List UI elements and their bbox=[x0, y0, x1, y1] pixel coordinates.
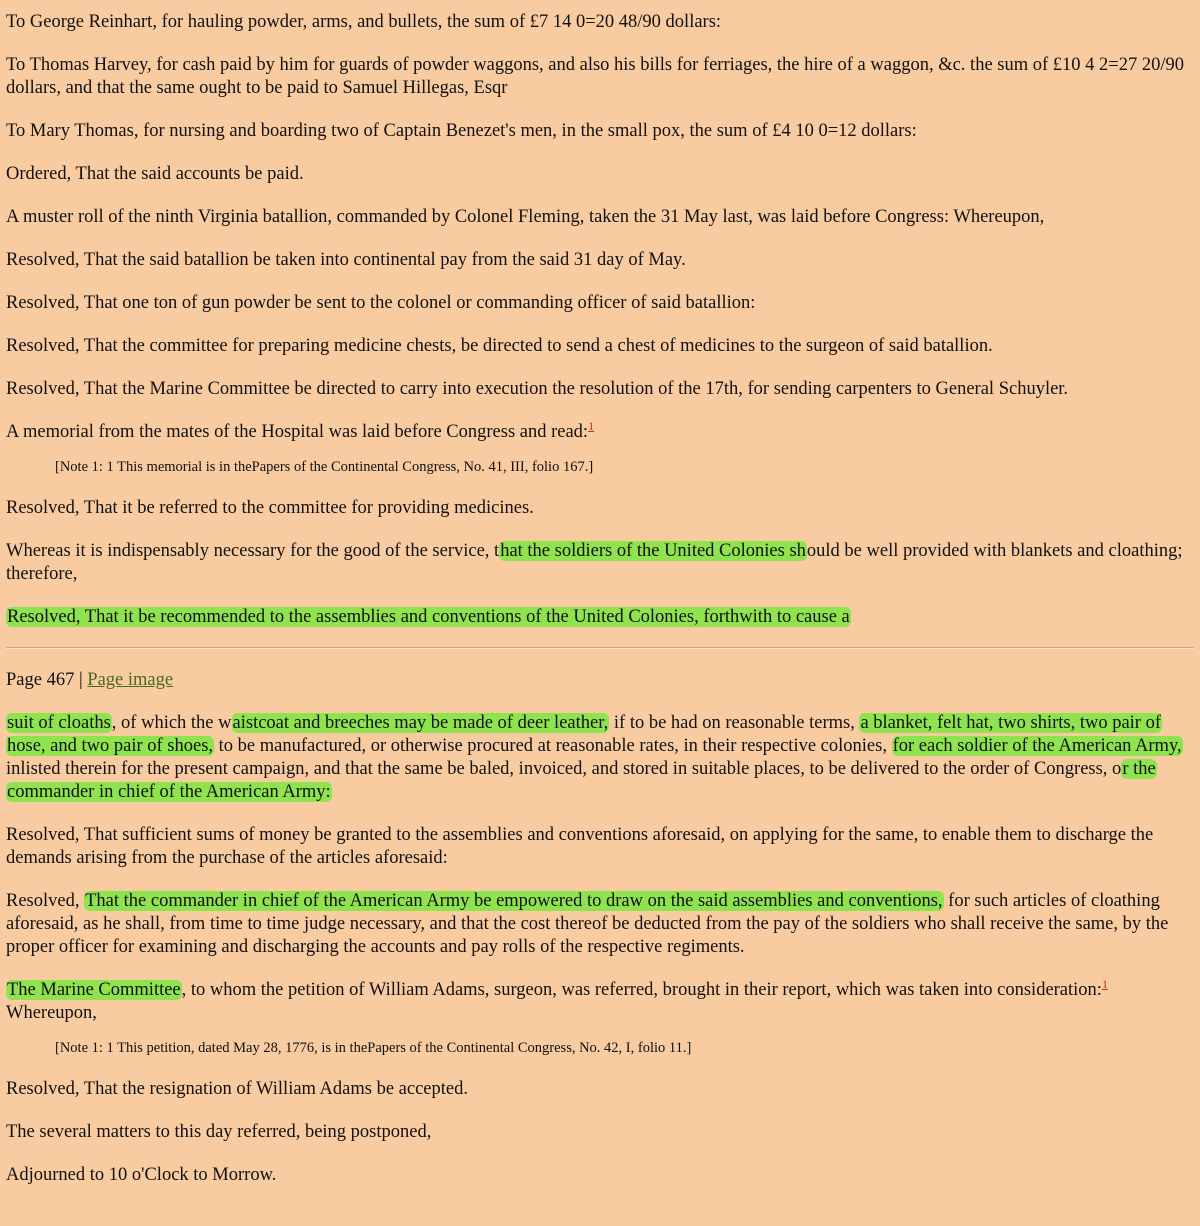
paragraph-postponed: The several matters to this day referred, being postponed, bbox=[6, 1122, 432, 1142]
paragraph-muster-roll: A muster roll of the ninth Virginia batallion, commanded by Colonel Fleming, taken the 31 May last, was laid before Congress: Whereupon, bbox=[6, 207, 1045, 227]
whereas-text-end: ould be well provided with blankets and cloathing; therefore, bbox=[6, 541, 1183, 584]
paragraph-reinhart: To George Reinhart, for hauling powder, arms, and bullets, the sum of £7 14 0=20 48/90 dollars: bbox=[6, 12, 722, 32]
paragraph-resolved-medicine-chests: Resolved, That the committee for preparing medicine chests, be directed to send a chest of medicines to the surgeon of said batallion. bbox=[6, 336, 993, 356]
highlight: The Marine Committee bbox=[7, 980, 181, 1000]
footnote-note-memorial: [Note 1: 1 This memorial is in thePapers of the Continental Congress, No. 41, III, folio 167.] bbox=[55, 459, 594, 475]
paragraph-ordered: Ordered, That the said accounts be paid. bbox=[6, 164, 304, 184]
suit-text: to be manufactured, or otherwise procured at reasonable rates, in their respective colonies, bbox=[214, 736, 892, 756]
suit-text: , of which the w bbox=[111, 713, 232, 733]
paragraph-mary-thomas: To Mary Thomas, for nursing and boarding two of Captain Benezet's men, in the small pox, the sum of £4 10 0=12 dollars: bbox=[6, 121, 917, 141]
paragraph-resolved-marine-committee: Resolved, That the Marine Committee be directed to carry into execution the resolution of the 17th, for sending carpenters to General Schuyler. bbox=[6, 379, 1069, 399]
marine-text-end: Whereupon, bbox=[6, 1003, 97, 1023]
page-divider bbox=[6, 647, 1194, 649]
paragraph-resolved-pay: Resolved, That the said batallion be taken into continental pay from the said 31 day of May. bbox=[6, 250, 686, 270]
paragraph-adjourned: Adjourned to 10 o'Clock to Morrow. bbox=[6, 1165, 277, 1185]
paragraph-harvey: To Thomas Harvey, for cash paid by him for guards of powder waggons, and also his bills for ferriages, the hire of a waggon, &c. the sum of £10 4 2=27 20/90 dollars, and that the same ought to be paid to Samuel Hillegas, Esqr bbox=[6, 55, 1184, 98]
paragraph-resolved-recommended bbox=[6, 606, 1194, 629]
paragraph-resignation: Resolved, That the resignation of William Adams be accepted. bbox=[6, 1079, 468, 1099]
paragraph-memorial bbox=[6, 418, 1194, 444]
paragraph-whereas bbox=[6, 540, 1194, 586]
paragraph-marine-petition bbox=[6, 976, 1194, 1025]
page-image-link[interactable]: Page image bbox=[87, 670, 174, 690]
memorial-text: A memorial from the mates of the Hospital was laid before Congress and read: bbox=[6, 422, 589, 442]
paragraph-suit-of-cloaths bbox=[6, 712, 1194, 804]
footnote-marker bbox=[1102, 977, 1108, 991]
paragraph-resolved-medicines: Resolved, That it be referred to the committee for providing medicines. bbox=[6, 498, 534, 518]
footnote-link[interactable]: 1 bbox=[1101, 976, 1108, 991]
page-header bbox=[6, 669, 1194, 692]
highlight: r the commander in chief of the American Army: bbox=[7, 759, 1156, 802]
resolved-commander-text: for such articles of cloathing aforesaid, as he shall, from time to time judge necessary, and that the cost thereof be deducted from the pay of the soldiers who shall receive the same, by the proper officer for examining and discharging the accounts and pay rolls of the respective regiments. bbox=[6, 891, 1169, 957]
highlight: Resolved, That it be recommended to the assemblies and conventions of the United Colonies, forthwith to cause a bbox=[7, 607, 850, 627]
highlight: aistcoat and breeches may be made of deer leather, bbox=[232, 713, 609, 733]
highlight: That the commander in chief of the American Army be empowered to draw on the said assemblies and conventions, bbox=[85, 891, 943, 911]
highlight: suit of cloaths bbox=[7, 713, 111, 733]
paragraph-resolved-commander bbox=[6, 890, 1194, 959]
suit-text: inlisted therein for the present campaign, and that the same be baled, invoiced, and stored in suitable places, to be delivered to the order of Congress, o bbox=[6, 759, 1122, 779]
footnote-marker bbox=[588, 419, 594, 433]
page-number: Page 467 | bbox=[6, 670, 88, 690]
paragraph-resolved-sums: Resolved, That sufficient sums of money be granted to the assemblies and conventions aforesaid, on applying for the same, to enable them to discharge the demands arising from the purchase of the articles aforesaid: bbox=[6, 825, 1154, 868]
paragraph-resolved-powder: Resolved, That one ton of gun powder be sent to the colonel or commanding officer of said batallion: bbox=[6, 293, 756, 313]
footnote-link[interactable]: 1 bbox=[588, 418, 595, 433]
marine-text: , to whom the petition of William Adams, surgeon, was referred, brought in their report, which was taken into consideration: bbox=[181, 980, 1102, 1000]
resolved-label: Resolved, bbox=[6, 891, 85, 911]
footnote-note-petition: [Note 1: 1 This petition, dated May 28, 1776, is in thePapers of the Continental Congress, No. 42, I, folio 11.] bbox=[55, 1040, 692, 1056]
suit-text: if to be had on reasonable terms, bbox=[609, 713, 860, 733]
highlight: hat the soldiers of the United Colonies sh bbox=[500, 541, 806, 561]
highlight: a blanket, felt hat, two shirts, two pair of hose, and two pair of shoes, bbox=[7, 713, 1162, 756]
whereas-text: Whereas it is indispensably necessary for the good of the service, t bbox=[6, 541, 500, 561]
highlight: for each soldier of the American Army, bbox=[892, 736, 1182, 756]
